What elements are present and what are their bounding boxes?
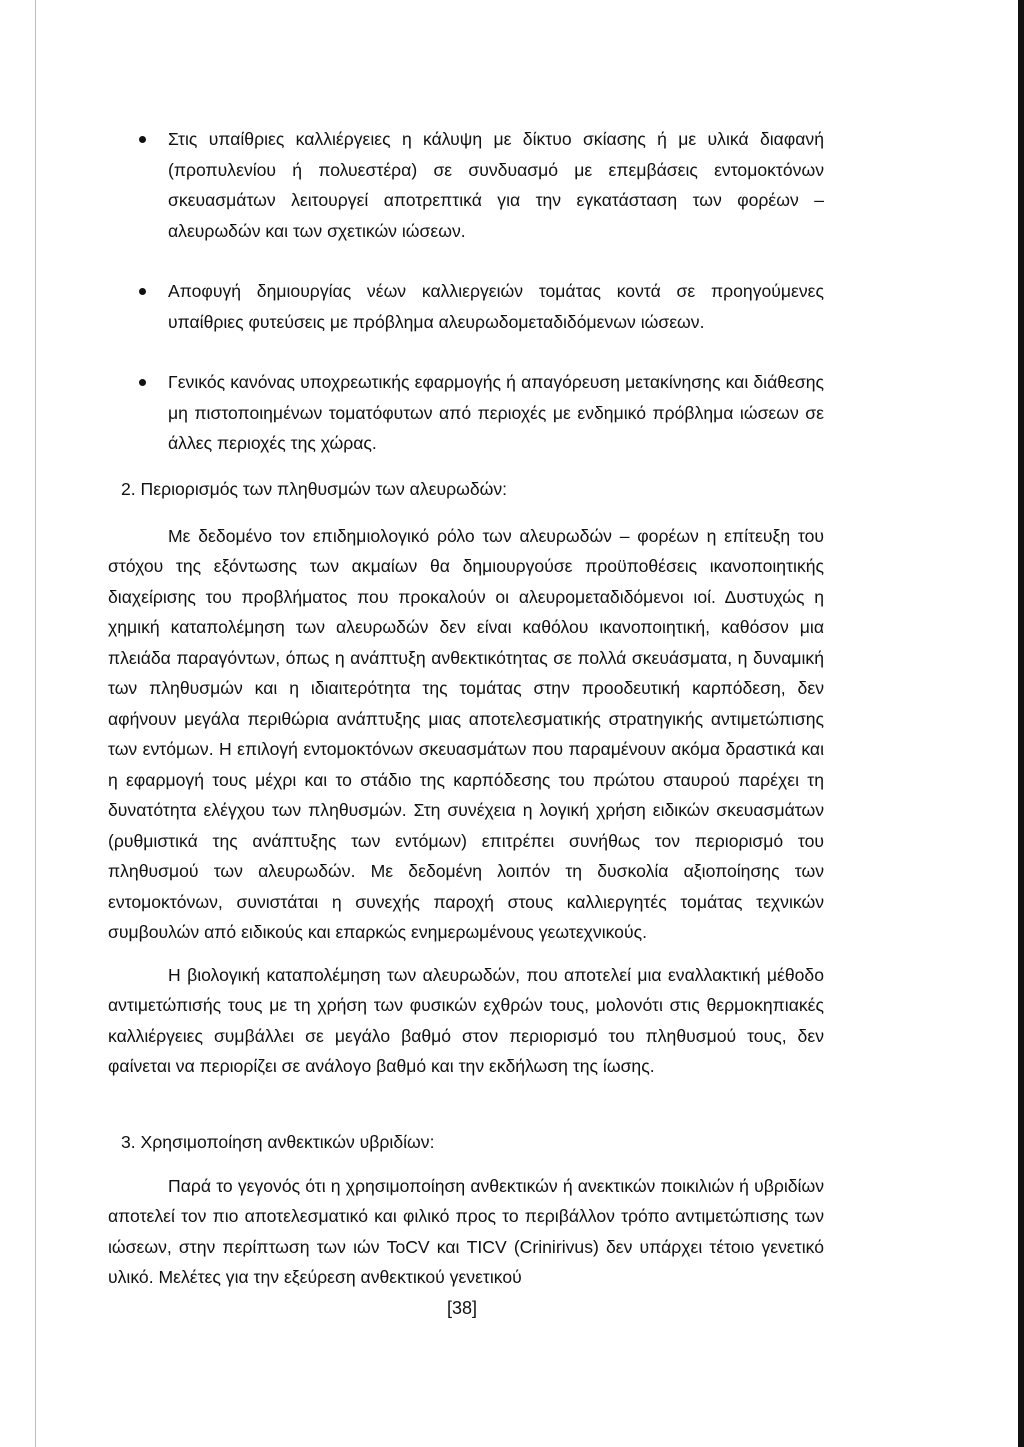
- paragraph: Η βιολογική καταπολέμηση των αλευρωδών, που αποτελεί μια εναλλακτική μέθοδο αντιμετώπισής τους με τη χρήση των φυσικών εχθρών τους, μολονότι στις θερμοκηπιακές καλλιέργειες συμβάλλει σε μεγάλο βαθμό στον περιορισμό του πληθυσμού τους, δεν φαίνεται να περιορίζει σε ανάλογο βαθμό και την εκδήλωση της ίωσης.: [108, 964, 824, 1076]
- bullet-item: Γενικός κανόνας υποχρεωτικής εφαρμογής ή απαγόρευση μετακίνησης και διάθεσης μη πιστοποιημένων τοματόφυτων από περιοχές με ενδημικό πρόβλημα ιώσεων σε άλλες περιοχές της χώρας.: [168, 367, 824, 459]
- bullet-item: Στις υπαίθριες καλλιέργειες η κάλυψη με δίκτυο σκίασης ή με υλικά διαφανή (προπυλενίου ή πολυεστέρα) σε συνδυασμό με επεμβάσεις εντομοκτόνων σκευασμάτων λειτουργεί αποτρεπτικά για την εγκατάσταση των φορέων – αλευρωδών και των σχετικών ιώσεων.: [168, 124, 824, 246]
- scan-left-rule: [35, 0, 36, 1447]
- bullet-item: Αποφυγή δημιουργίας νέων καλλιεργειών τομάτας κοντά σε προηγούμενες υπαίθριες φυτεύσεις με πρόβλημα αλευρωδομεταδιδόμενων ιώσεων.: [168, 276, 824, 337]
- scan-right-edge: [1018, 0, 1024, 1447]
- paragraph: Με δεδομένο τον επιδημιολογικό ρόλο των αλευρωδών – φορέων η επίτευξη του στόχου της εξόντωσης των ακμαίων θα δημιουργούσε προϋποθέσεις ικανοποιητικής διαχείρισης του προβλήματος που προκαλούν οι αλευρομεταδιδόμενοι ιοί. Δυστυχώς η χημική καταπολέμηση των αλευρωδών δεν είναι καθόλου ικανοποιητική, καθόσον μια πλειάδα παραγόντων, όπως η ανάπτυξη ανθεκτικότητας σε πολλά σκευάσματα, η δυναμική των πληθυσμών και η ιδιαιτερότητα της τομάτας στην προοδευτική καρπόδεση, δεν αφήνουν μεγάλα περιθώρια ανάπτυξης μιας αποτελεσματικής στρατηγικής αντιμετώπισης των εντόμων. Η επιλογή εντομοκτόνων σκευασμάτων που παραμένουν ακόμα δραστικά και η εφαρμογή τους μέχρι και το στάδιο της καρπόδεσης του πρώτου σταυρού παρέχει τη δυνατότητα ελέγχου των πληθυσμών. Στη συνέχεια η λογική χρήση ειδικών σκευασμάτων (ρυθμιστικά της ανάπτυξης των εντόμων) επιτρέπει συνήθως τον περιορισμό του πληθυσμού των αλευρωδών. Με δεδομένη λοιπόν τη δυσκολία αξιοποίησης των εντομοκτόνων, συνιστάται η συνεχής παροχή στους καλλιεργητές τομάτας τεχνικών συμβουλών από ειδικούς και επαρκώς ενημερωμένους γεωτεχνικούς.: [108, 525, 824, 942]
- paragraph: Παρά το γεγονός ότι η χρησιμοποίηση ανθεκτικών ή ανεκτικών ποικιλιών ή υβριδίων αποτελεί τον πιο αποτελεσματικό και φιλικό προς το περιβάλλον τρόπο αντιμετώπισης των ιώσεων, στην περίπτωση των ιών ToCV και TICV (Crinirivus) δεν υπάρχει τέτοιο γενετικό υλικό. Μελέτες για την εξεύρεση ανθεκτικού γενετικού: [108, 1175, 824, 1287]
- page-number: [38]: [446, 1298, 478, 1318]
- section-3: [108, 1127, 824, 1293]
- section-heading: 3. Χρησιμοποίηση ανθεκτικών υβριδίων:: [121, 1132, 435, 1152]
- section-heading: 2. Περιορισμός των πληθυσμών των αλευρωδών:: [121, 479, 508, 499]
- bullet-list: [168, 124, 824, 489]
- section-2: [108, 474, 824, 1082]
